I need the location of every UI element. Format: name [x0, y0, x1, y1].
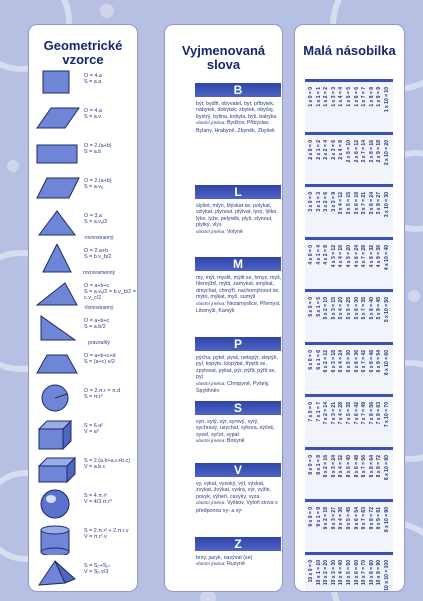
multiplication-fact: 4 x 1 = 4: [315, 244, 322, 265]
multiplication-block: [305, 289, 393, 342]
formula-perimeter: O = a+b+c: [84, 318, 110, 324]
multiplication-fact: 8 x 5 = 40: [346, 454, 352, 477]
multiplication-fact: 4 x 6 = 24: [353, 244, 360, 267]
multiplication-fact: 9 x 3 = 27: [330, 507, 337, 530]
trapezoid-icon: [35, 349, 81, 385]
multiplication-fact: 10 x 7 = 70: [361, 559, 368, 585]
multiplication-fact: 2 x 1 = 2: [315, 139, 322, 160]
multiplication-fact: 7 x 2 = 14: [323, 402, 330, 425]
word-list-text: být, bydlit, obyvatel, byt, příbytek, nábytek, dobytek, zbytek, obyčej, bystrý, bylina, kobyla, býk, babyka: [196, 101, 277, 120]
proper-names-label: vlastní jména:: [196, 121, 227, 127]
formula-text: [84, 493, 136, 505]
formula-area: V = a³: [84, 429, 99, 436]
word-list-text: my, mýt, myslit, mýlit se, hmyz, myš, hlemýžď, mýtit, zamykat, smýkat, dmychat, chmýří, nachomýtnout se, mýto, mýkat, myš, sumýš: [196, 275, 282, 301]
multiplication-fact: 4 x 3 = 12: [330, 244, 337, 267]
multiplication-fact: 6 x 8 = 48: [368, 349, 375, 372]
proper-names: Nezamyslice, Přemysl, Litomyšl, Kamýk: [196, 300, 281, 315]
multiplication-fact: 8 x 6 = 48: [353, 454, 360, 477]
multiplication-fact: 9 x 0 = 0: [308, 507, 314, 527]
multiplication-block: [305, 184, 393, 237]
multiplication-fact: 1 x 6 = 6: [353, 87, 360, 107]
multiplication-block: [305, 394, 393, 447]
multiplication-fact: 1 x 2 = 2: [323, 87, 330, 107]
multiplication-fact: 6 x 5 = 30: [346, 349, 352, 372]
formula-text: [84, 353, 136, 365]
word-list: [196, 419, 282, 446]
word-list: [196, 203, 282, 236]
multiplication-fact: 8 x 3 = 24: [330, 454, 337, 477]
words-title: Vyjmenovaná slova: [181, 43, 266, 72]
multiplication-fact: 10 x 6 = 60: [353, 559, 360, 585]
multiplication-fact: 8 x 9 = 72: [376, 454, 383, 477]
cube-icon: [35, 419, 81, 455]
multiplication-fact: 8 x 8 = 64: [368, 454, 375, 477]
multiplication-fact: 1 x 10 = 10: [384, 87, 390, 113]
multiplication-fact: 7 x 10 = 70: [384, 402, 390, 428]
formula-area: S = a.vₐ: [84, 184, 103, 191]
formula-perimeter: O = 2.π.r = π.d: [84, 388, 121, 394]
multiplication-fact: 4 x 9 = 36: [376, 244, 383, 267]
multiplication-fact: 3 x 6 = 18: [353, 192, 360, 215]
word-list: [196, 481, 282, 514]
multiplication-fact: 4 x 10 = 40: [384, 244, 390, 270]
multiplication-fact: 8 x 2 = 16: [323, 454, 330, 477]
multiplication-fact: 3 x 9 = 27: [376, 192, 383, 215]
multiplication-fact: 2 x 2 = 4: [323, 139, 330, 160]
proper-names-label: vlastní jména:: [196, 381, 227, 387]
word-list: [196, 275, 282, 314]
multiplication-block: [305, 342, 393, 395]
multiplication-fact: 6 x 6 = 36: [353, 349, 360, 372]
formula-perimeter: O = 3.a: [84, 213, 102, 219]
formula-text: [84, 423, 136, 435]
formula-perimeter: S = 4.π.r²: [84, 493, 108, 499]
proper-names-label: vlastní jména:: [196, 439, 227, 445]
multiplication-fact: 1 x 4 = 4: [338, 87, 345, 107]
multiplication-fact: 5 x 10 = 50: [384, 297, 390, 323]
word-list-text: vy, vykat, vysoký, výt, výskat, zvykat, žvýkat, vydra, výr, vyžle, povyk, výheň, cavyky, vyza: [196, 481, 272, 500]
square-icon: [35, 69, 81, 105]
multiplication-fact: 6 x 9 = 54: [376, 349, 383, 372]
geometry-title: Geometrické vzorce: [43, 38, 123, 67]
geometry-panel: [28, 24, 138, 592]
multiplication-fact: 9 x 7 = 63: [361, 507, 368, 530]
circle-icon: [35, 384, 81, 420]
multiplication-fact: 2 x 9 = 18: [376, 139, 383, 162]
formula-text: [84, 108, 136, 120]
multiplication-title: Malá násobilka: [303, 43, 396, 58]
proper-names-label: vlastní jména:: [196, 301, 227, 307]
multiplication-fact: 5 x 6 = 30: [353, 297, 360, 320]
multiplication-fact: 2 x 8 = 16: [368, 139, 375, 162]
formula-area: S = a.vₐ/2 = b.v_b/2 = c.v_c/2: [84, 289, 136, 302]
formula-text: [84, 143, 136, 155]
multiplication-fact: 2 x 6 = 12: [353, 139, 360, 162]
formula-perimeter: S = 2.π.r² + 2.π.r.v: [84, 528, 129, 534]
formula-area: S = a.a: [84, 79, 102, 86]
proper-names: Bosyně: [226, 438, 245, 445]
multiplication-fact: 9 x 4 = 36: [338, 507, 345, 530]
multiplication-fact: 10 x 2 = 20: [323, 559, 330, 585]
words-panel: [164, 24, 283, 592]
formula-text: [84, 528, 136, 540]
multiplication-fact: 10 x 9 = 90: [376, 559, 383, 585]
formula-area: S = a.b: [84, 149, 102, 156]
shape-type-label: rovnoramenný: [83, 270, 115, 276]
formula-perimeter: S = Sₚ+Sₚₗ: [84, 563, 110, 569]
multiplication-fact: 6 x 3 = 18: [330, 349, 337, 372]
multiplication-fact: 3 x 0 = 0: [308, 192, 314, 212]
formula-text: [84, 563, 136, 575]
multiplication-fact: 6 x 2 = 12: [323, 349, 330, 372]
formula-text: [84, 388, 136, 400]
multiplication-fact: 4 x 0 = 0: [308, 244, 314, 265]
cuboid-icon: [35, 454, 81, 490]
letter-header: L: [195, 185, 281, 199]
letter-header: V: [195, 463, 281, 477]
multiplication-fact: 5 x 4 = 20: [338, 297, 345, 320]
proper-names: Bydžov, Přibyslav, Bylany, Hrabyně, Zbyněk, Zbyšek: [196, 120, 275, 134]
cylinder-icon: [35, 524, 81, 560]
word-list: [196, 355, 282, 394]
proper-names: Chropyně, Pyšely, Spytihněv: [196, 380, 270, 395]
multiplication-block: [305, 237, 393, 290]
multiplication-fact: 1 x 7 = 7: [361, 87, 368, 107]
multiplication-fact: 3 x 8 = 24: [368, 192, 375, 215]
multiplication-fact: 5 x 2 = 10: [323, 297, 330, 320]
multiplication-fact: 6 x 10 = 60: [384, 349, 390, 375]
proper-names-label: vlastní jména:: [196, 562, 227, 568]
formula-text: [84, 458, 136, 470]
rhombus-icon: [35, 104, 81, 140]
formula-perimeter: O = 4.a: [84, 108, 102, 114]
letter-header: S: [195, 401, 281, 415]
multiplication-fact: 8 x 1 = 8: [315, 454, 322, 475]
word-list: [196, 555, 282, 569]
formula-area: S = a.v: [84, 114, 101, 121]
multiplication-fact: 3 x 4 = 12: [338, 192, 345, 215]
multiplication-fact: 1 x 9 = 9: [376, 87, 383, 107]
multiplication-fact: 9 x 1 = 9: [315, 507, 322, 527]
multiplication-fact: 10 x 10 = 100: [384, 559, 390, 591]
letter-header: Z: [195, 537, 281, 551]
multiplication-fact: 6 x 4 = 24: [338, 349, 345, 372]
multiplication-fact: 6 x 1 = 6: [315, 349, 322, 370]
multiplication-fact: 5 x 1 = 5: [315, 297, 322, 317]
formula-area: V = π.r².v: [84, 534, 107, 541]
multiplication-fact: 10 x 1 = 10: [315, 559, 322, 585]
multiplication-fact: 7 x 6 = 42: [353, 402, 360, 425]
multiplication-fact: 7 x 9 = 63: [376, 402, 383, 425]
formula-area: S = a.vₐ/2: [84, 219, 108, 226]
multiplication-block: [305, 552, 393, 593]
multiplication-fact: 9 x 8 = 72: [368, 507, 375, 530]
formula-area: S = (a+c).v/2: [84, 359, 115, 366]
word-list-text: pýcha, pytel, pysk, netopýr, slepýš, pyl, kopyto, klopýtat, třpytit se, zpytovat, pykat, pýr, pýřit, pýřit se, pyj: [196, 355, 278, 381]
multiplication-fact: 9 x 5 = 45: [346, 507, 352, 530]
multiplication-block: [305, 447, 393, 500]
sphere-icon: [35, 489, 81, 525]
parallelogram-icon: [35, 174, 81, 210]
formula-text: [84, 248, 136, 260]
word-list: [196, 101, 282, 134]
multiplication-block: [305, 132, 393, 185]
multiplication-fact: 5 x 9 = 45: [376, 297, 383, 320]
formula-area: V = 4/3.π.r³: [84, 499, 112, 506]
multiplication-fact: 1 x 0 = 0: [308, 87, 314, 107]
shape-type-label: rôznostranný: [84, 305, 114, 311]
multiplication-fact: 1 x 1 = 1: [315, 87, 322, 107]
multiplication-fact: 8 x 10 = 80: [384, 454, 390, 480]
proper-names: Vyškov, Vytoň slova s předponou vy- a vý-: [196, 500, 278, 514]
proper-names-label: vlastní jména:: [196, 501, 227, 507]
formula-perimeter: S = 6.a²: [84, 423, 104, 429]
letter-header: M: [195, 257, 281, 271]
multiplication-fact: 2 x 5 = 10: [346, 139, 352, 162]
formula-text: [84, 318, 136, 330]
multiplication-fact: 2 x 10 = 20: [384, 139, 390, 165]
formula-perimeter: O = a+b+c+d: [84, 353, 116, 359]
multiplication-fact: 7 x 5 = 35: [346, 402, 352, 425]
formula-area: S = b.v_b/2: [84, 254, 112, 261]
multiplication-fact: 3 x 2 = 6: [323, 192, 330, 212]
proper-names: Ruzyně: [226, 561, 245, 568]
multiplication-fact: 2 x 3 = 6: [330, 139, 337, 160]
multiplication-fact: 1 x 5 = 5: [346, 87, 352, 107]
multiplication-fact: 3 x 3 = 9: [330, 192, 337, 212]
letter-header: P: [195, 337, 281, 351]
multiplication-fact: 8 x 0 = 0: [308, 454, 314, 475]
multiplication-fact: 4 x 2 = 8: [323, 244, 330, 265]
formula-area: S = π.r²: [84, 394, 103, 401]
multiplication-fact: 1 x 8 = 8: [368, 87, 375, 107]
multiplication-fact: 10 x 5 = 50: [346, 559, 352, 585]
formula-text: [84, 213, 136, 225]
multiplication-fact: 9 x 2 = 18: [323, 507, 330, 530]
proper-names-label: vlastní jména:: [196, 229, 227, 235]
multiplication-fact: 4 x 8 = 32: [368, 244, 375, 267]
multiplication-fact: 9 x 9 = 81: [376, 507, 383, 530]
multiplication-fact: 4 x 7 = 28: [361, 244, 368, 267]
multiplication-fact: 10 x 0 = 0: [308, 559, 314, 582]
formula-text: [84, 178, 136, 190]
formula-area: V = Sₚ.v/3: [84, 569, 109, 576]
word-list-text: slyšet, mlýn, blýskat se, polykat, vzlykat, plynout, plýtvat, lysý, lýtko, lýko, lyže, pelyněk, plyš, slynout, plytký, vlys: [196, 203, 278, 229]
formula-perimeter: O = 2.(a+b): [84, 178, 112, 184]
multiplication-fact: 7 x 1 = 7: [315, 402, 322, 422]
shape-type-label: rovnostranný: [84, 235, 114, 241]
word-list-text: brzy, jazyk, nazývat (se): [196, 555, 253, 561]
multiplication-fact: 10 x 8 = 80: [368, 559, 375, 585]
multiplication-fact: 7 x 4 = 28: [338, 402, 345, 425]
multiplication-fact: 3 x 10 = 30: [384, 192, 390, 218]
formula-text: [84, 73, 136, 85]
multiplication-fact: 5 x 0 = 0: [308, 297, 314, 317]
formula-area: S = a.b/2: [84, 324, 106, 331]
multiplication-fact: 2 x 7 = 14: [361, 139, 368, 162]
multiplication-fact: 7 x 3 = 21: [330, 402, 337, 425]
multiplication-fact: 7 x 0 = 0: [308, 402, 314, 422]
formula-perimeter: O = 4.a: [84, 73, 102, 79]
multiplication-fact: 4 x 5 = 20: [346, 244, 352, 267]
formula-perimeter: O = 2.a+b: [84, 248, 108, 254]
multiplication-fact: 3 x 5 = 15: [346, 192, 352, 215]
proper-names: Volyně: [226, 228, 243, 235]
formula-perimeter: S = 2.(a.b+a.c+b.c): [84, 458, 130, 464]
multiplication-block: [305, 79, 393, 132]
multiplication-fact: 3 x 1 = 3: [315, 192, 322, 212]
multiplication-fact: 9 x 6 = 54: [353, 507, 360, 530]
formula-perimeter: O = a+b+c: [84, 283, 110, 289]
shape-type-label: pravouhlý: [88, 340, 110, 346]
multiplication-fact: 2 x 4 = 8: [338, 139, 345, 160]
rectangle-icon: [35, 139, 81, 175]
multiplication-block: [305, 499, 393, 552]
multiplication-fact: 10 x 4 = 40: [338, 559, 345, 585]
pyramid-icon: [35, 559, 81, 592]
letter-header: B: [195, 83, 281, 97]
multiplication-panel: [294, 24, 405, 592]
multiplication-fact: 5 x 5 = 25: [346, 297, 352, 320]
formula-area: V = a.b.c: [84, 464, 106, 471]
multiplication-fact: 5 x 8 = 40: [368, 297, 375, 320]
multiplication-fact: 8 x 4 = 32: [338, 454, 345, 477]
formula-text: [84, 283, 136, 302]
word-list-text: syn, sytý, sýr, syrový, syrý, sychravý, usychat, sýkora, sýček, sysel, syčet, sypat: [196, 419, 275, 438]
multiplication-fact: 6 x 7 = 42: [361, 349, 368, 372]
multiplication-fact: 2 x 0 = 0: [308, 139, 314, 160]
multiplication-fact: 5 x 3 = 15: [330, 297, 337, 320]
multiplication-fact: 3 x 7 = 21: [361, 192, 368, 215]
multiplication-fact: 9 x 10 = 90: [384, 507, 390, 533]
multiplication-fact: 1 x 3 = 3: [330, 87, 337, 107]
multiplication-fact: 7 x 8 = 56: [368, 402, 375, 425]
multiplication-fact: 7 x 7 = 49: [361, 402, 368, 425]
multiplication-fact: 8 x 7 = 56: [361, 454, 368, 477]
formula-perimeter: O = 2.(a+b): [84, 143, 112, 149]
multiplication-fact: 6 x 0 = 0: [308, 349, 314, 370]
multiplication-fact: 5 x 7 = 35: [361, 297, 368, 320]
multiplication-fact: 4 x 4 = 16: [338, 244, 345, 267]
multiplication-fact: 10 x 3 = 30: [330, 559, 337, 585]
